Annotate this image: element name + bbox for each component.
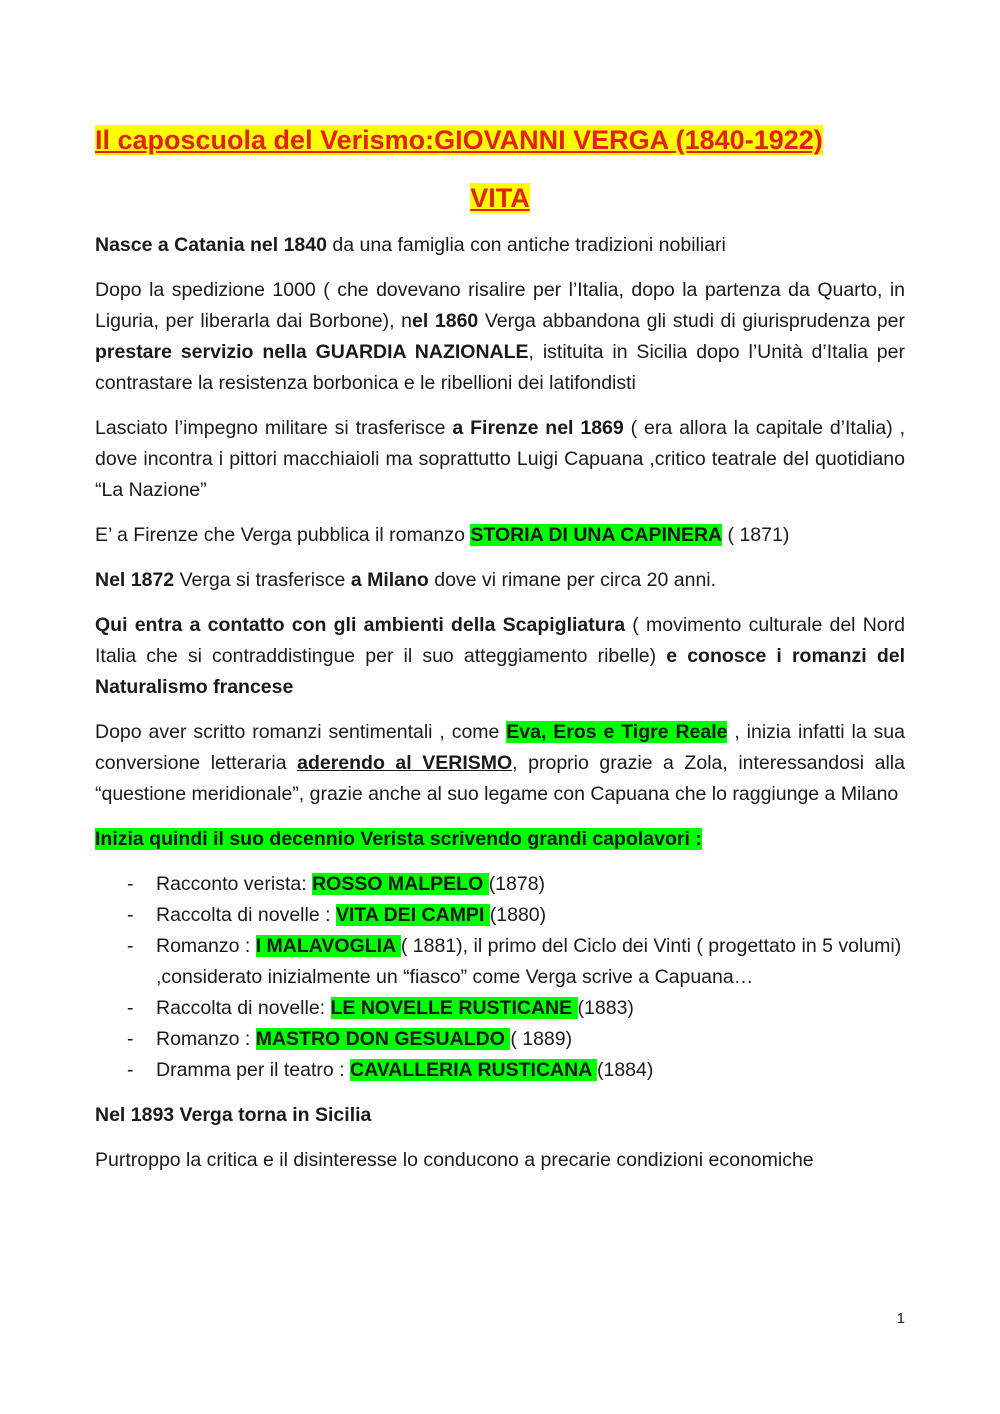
highlight-decennio: Inizia quindi il suo decennio Verista scrivendo grandi capolavori : (95, 828, 702, 850)
list-item: - Romanzo : MASTRO DON GESUALDO ( 1889) (127, 1028, 573, 1050)
paragraph-capinera: E’ a Firenze che Verga pubblica il romanzo STORIA DI UNA CAPINERA ( 1871) (95, 524, 790, 546)
list-item: - Raccolta di novelle : VITA DEI CAMPI (1880) (127, 904, 547, 926)
title-vita: VITA (470, 183, 530, 213)
paragraph-guardia-nazionale: Dopo la spedizione 1000 ( che dovevano risalire per l’Italia, dopo la partenza da Quarto, in Liguria, per liberarla dai Borbone), nel 1860 Verga abbandona gli studi di giurisprudenza per prestare servizio nella GUARDIA NAZIONALE, istituita in Sicilia dopo l’Unità d’Italia per contrastare la resistenza borbonica e le ribellioni dei latifondisti (95, 279, 905, 394)
highlight-capinera: STORIA DI UNA CAPINERA (470, 524, 723, 546)
page-number: 1 (896, 1310, 905, 1327)
document-page (95, 120, 905, 1190)
title-main: Il caposcuola del Verismo:GIOVANNI VERGA (1840-1922) (95, 125, 823, 155)
highlight-eva-eros: Eva, Eros e Tigre Reale (506, 721, 728, 743)
paragraph-scapigliatura: Qui entra a contatto con gli ambienti della Scapigliatura ( movimento culturale del Nord Italia che si contraddistingue per il suo atteggiamento ribelle) e conosce i romanzi del Naturalismo francese (95, 614, 906, 698)
paragraph-milano: Nel 1872 Verga si trasferisce a Milano dove vi rimane per circa 20 anni. (95, 569, 717, 591)
list-item: - Raccolta di novelle: LE NOVELLE RUSTICANE (1883) (127, 997, 634, 1019)
list-item: - Romanzo : I MALAVOGLIA ( 1881), il primo del Ciclo dei Vinti ( progettato in 5 volumi) ,considerato inizialmente un “fiasco” come Verga scrive a Capuana… (127, 935, 902, 988)
works-list (95, 869, 905, 1086)
document-title (95, 120, 905, 218)
paragraph-firenze: Lasciato l’impegno militare si trasferisce a Firenze nel 1869 ( era allora la capitale d’Italia) , dove incontra i pittori macchiaioli ma soprattutto Luigi Capuana ,critico teatrale del quotidiano “La Nazione” (95, 417, 906, 501)
paragraph-verismo: Dopo aver scritto romanzi sentimentali , come Eva, Eros e Tigre Reale , inizia infatti la sua conversione letteraria aderendo al VERISMO, proprio grazie a Zola, interessandosi alla “questione meridionale”, grazie anche al suo legame con Capuana che lo raggiunge a Milano (95, 721, 905, 805)
list-item: - Racconto verista: ROSSO MALPELO (1878) (127, 873, 546, 895)
paragraph-critica: Purtroppo la critica e il disinteresse lo conducono a precarie condizioni economiche (95, 1149, 814, 1171)
underline-verismo: aderendo al VERISMO (297, 752, 513, 774)
paragraph-birth: Nasce a Catania nel 1840 da una famiglia con antiche tradizioni nobiliari (95, 234, 726, 256)
paragraph-sicilia: Nel 1893 Verga torna in Sicilia (95, 1104, 372, 1126)
paragraph-decennio (95, 824, 905, 855)
list-item: - Dramma per il teatro : CAVALLERIA RUSTICANA (1884) (127, 1059, 654, 1081)
